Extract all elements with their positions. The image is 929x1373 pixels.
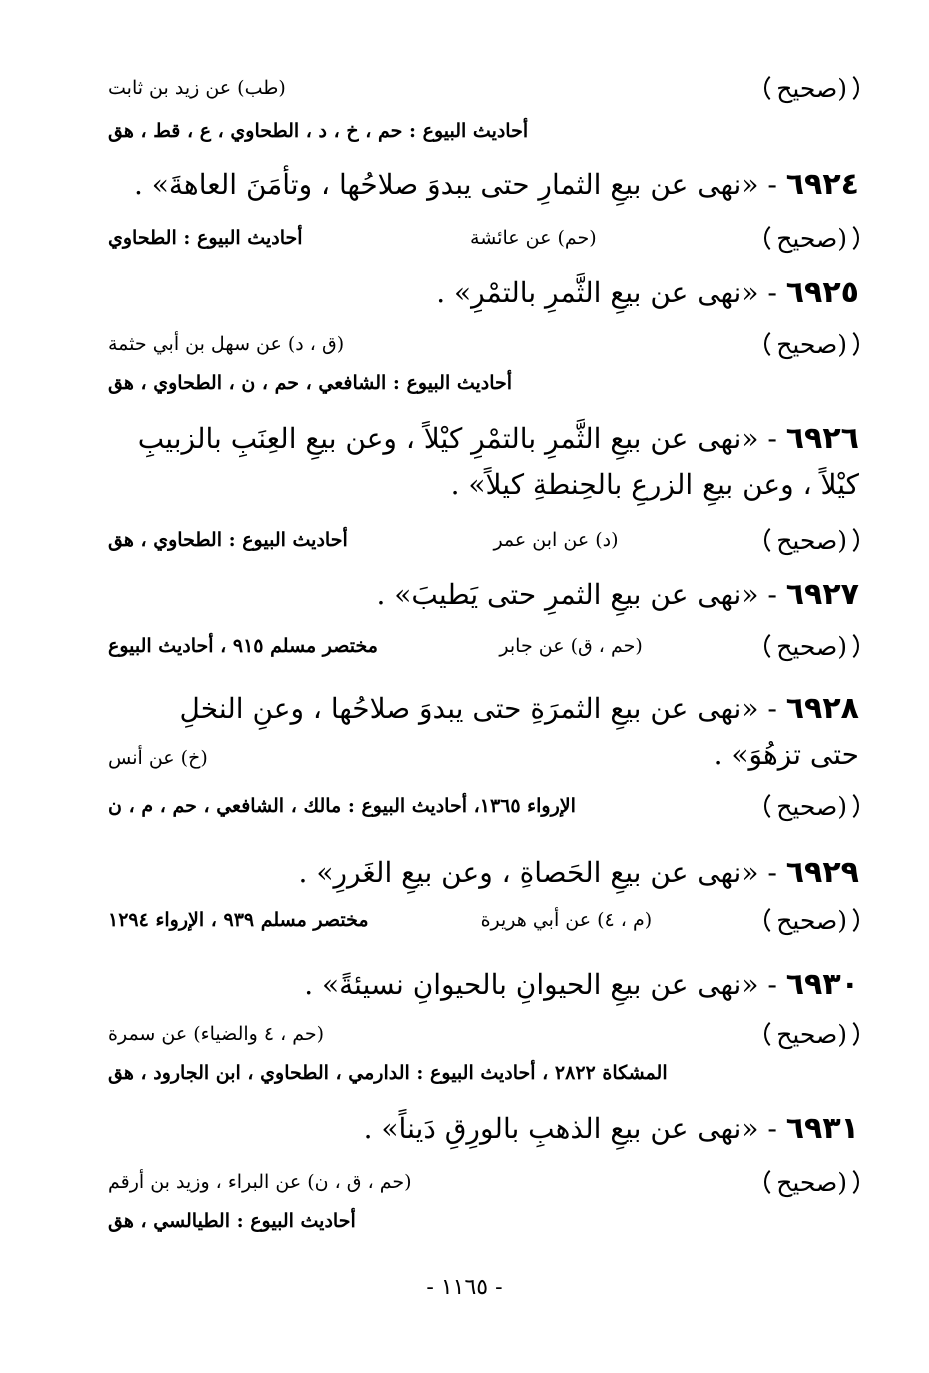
grade-row-6924 <box>108 216 859 260</box>
hadith-6926: ٦٩٢٦ - «نهى عن بيعِ الثَّمرِ بالتمْرِ كيْلاً ، وعن بيعِ العِنَبِ بالزبيبِ كيْلاً ، وعن بيعِ الزرعِ بالحِنطةِ كيلاً» . <box>108 416 859 508</box>
source-attribution: (حم ، ق) عن جابر <box>499 635 643 657</box>
hadith-6924: ٦٩٢٤ - «نهى عن بيعِ الثمارِ حتى يبدوَ صلاحُها ، وتأمَنَ العاهةَ» . <box>133 167 859 202</box>
references: أحاديث البيوع : الطحاوي ، هق <box>108 529 348 551</box>
hadith-number: ٦٩٢٩ <box>785 855 859 890</box>
grade-row-6927 <box>108 624 859 668</box>
page-number: - ١١٦٥ - <box>426 1275 503 1300</box>
hadith-text: «نهى عن بيعِ الحَصاةِ ، وعن بيعِ الغَررِ» . <box>298 856 759 889</box>
grade-badge: (صحيح <box>764 1165 859 1199</box>
references-line: المشكاة ٢٨٢٢ ، أحاديث البيوع : الدارمي ، الطحاوي ، ابن الجارود ، هق <box>108 1062 668 1084</box>
grade-badge: (صحيح <box>764 221 859 255</box>
hadith-6925: ٦٩٢٥ - «نهى عن بيعِ الثَّمرِ بالتمْرِ» . <box>436 275 859 310</box>
grade-row-6929 <box>108 898 859 942</box>
hadith-text: «نهى عن بيعِ الثمرَةِ حتى يبدوَ صلاحُها ، وعنِ النخلِ <box>179 692 759 725</box>
source-attribution: (م ، ٤) عن أبي هريرة <box>480 909 653 931</box>
source-attribution: (د) عن ابن عمر <box>493 529 619 551</box>
grade-row-6925 <box>108 322 859 366</box>
hadith-number: ٦٩٢٧ <box>785 577 859 612</box>
hadith-text: «نهى عن بيعِ الثَّمرِ بالتمْرِ» . <box>436 276 759 309</box>
hadith-number: ٦٩٢٤ <box>785 167 859 202</box>
hadith-6930: ٦٩٣٠ - «نهى عن بيعِ الحيوانِ بالحيوانِ نسيئةً» . <box>304 967 859 1002</box>
references: مختصر مسلم ٩١٥ ، أحاديث البيوع <box>108 635 378 657</box>
grade-badge: (صحيح <box>764 1017 859 1051</box>
grade-badge: (صحيح <box>764 903 859 937</box>
references-line: أحاديث البيوع : حم ، خ ، د ، الطحاوي ، ع ، قط ، هق <box>108 120 529 142</box>
hadith-text: «نهى عن بيعِ الثَّمرِ بالتمْرِ كيْلاً ، وعن بيعِ العِنَبِ بالزبيبِ <box>137 422 759 455</box>
grade-row-6928 <box>108 784 859 828</box>
source-attribution: (حم) عن عائشة <box>470 227 597 249</box>
hadith-6931: ٦٩٣١ - «نهى عن بيعِ الذهبِ بالورِقِ دَيناً» . <box>363 1111 859 1146</box>
hadith-6927: ٦٩٢٧ - «نهى عن بيعِ الثمرِ حتى يَطيبَ» . <box>376 577 859 612</box>
references-line: أحاديث البيوع : الطيالسي ، هق <box>108 1210 356 1232</box>
hadith-6929: ٦٩٢٩ - «نهى عن بيعِ الحَصاةِ ، وعن بيعِ الغَررِ» . <box>298 855 859 890</box>
hadith-text-continued: كيْلاً ، وعن بيعِ الزرعِ بالحِنطةِ كيلاً» . <box>450 468 859 501</box>
grade-row-6930 <box>108 1012 859 1056</box>
references: الإرواء ١٣٦٥، أحاديث البيوع : مالك ، الشافعي ، حم ، م ، ن <box>108 795 576 817</box>
hadith-number: ٦٩٢٥ <box>785 275 859 310</box>
hadith-number: ٦٩٣١ <box>785 1111 859 1146</box>
source-attribution: (حم ، ق ، ن) عن البراء ، وزيد بن أرقم <box>108 1171 412 1193</box>
grade-badge: (صحيح <box>764 789 859 823</box>
source-attribution: (حم ، ٤ والضياء) عن سمرة <box>108 1023 325 1045</box>
references: مختصر مسلم ٩٣٩ ، الإرواء ١٢٩٤ <box>108 909 369 931</box>
hadith-text: «نهى عن بيعِ الثمارِ حتى يبدوَ صلاحُها ، وتأمَنَ العاهةَ» . <box>133 168 759 201</box>
references-line: أحاديث البيوع : الشافعي ، حم ، ن ، الطحاوي ، هق <box>108 372 513 394</box>
grade-badge: (صحيح <box>764 71 859 105</box>
hadith-number: ٦٩٢٨ <box>785 691 859 726</box>
source-attribution: (خ) عن أنس <box>108 747 208 769</box>
references: أحاديث البيوع : الطحاوي <box>108 227 303 249</box>
grade-row-6926 <box>108 518 859 562</box>
source-attribution: (ق ، د) عن سهل بن أبي حثمة <box>108 333 345 355</box>
hadith-6928: ٦٩٢٨ - «نهى عن بيعِ الثمرَةِ حتى يبدوَ صلاحُها ، وعنِ النخلِ حتى تزهُوَ» . (خ) عن أنس <box>108 686 859 781</box>
hadith-text-continued: حتى تزهُوَ» . <box>713 738 859 771</box>
hadith-text: «نهى عن بيعِ الثمرِ حتى يَطيبَ» . <box>376 578 759 611</box>
grade-badge: (صحيح <box>764 629 859 663</box>
hadith-text: «نهى عن بيعِ الحيوانِ بالحيوانِ نسيئةً» . <box>304 968 759 1001</box>
top-grade-row <box>108 66 859 110</box>
grade-row-6931 <box>108 1160 859 1204</box>
hadith-number: ٦٩٣٠ <box>785 967 859 1002</box>
grade-badge: (صحيح <box>764 327 859 361</box>
hadith-text: «نهى عن بيعِ الذهبِ بالورِقِ دَيناً» . <box>363 1112 759 1145</box>
hadith-number: ٦٩٢٦ <box>785 421 859 456</box>
source-attribution: (طب) عن زيد بن ثابت <box>108 77 286 99</box>
grade-badge: (صحيح <box>764 523 859 557</box>
